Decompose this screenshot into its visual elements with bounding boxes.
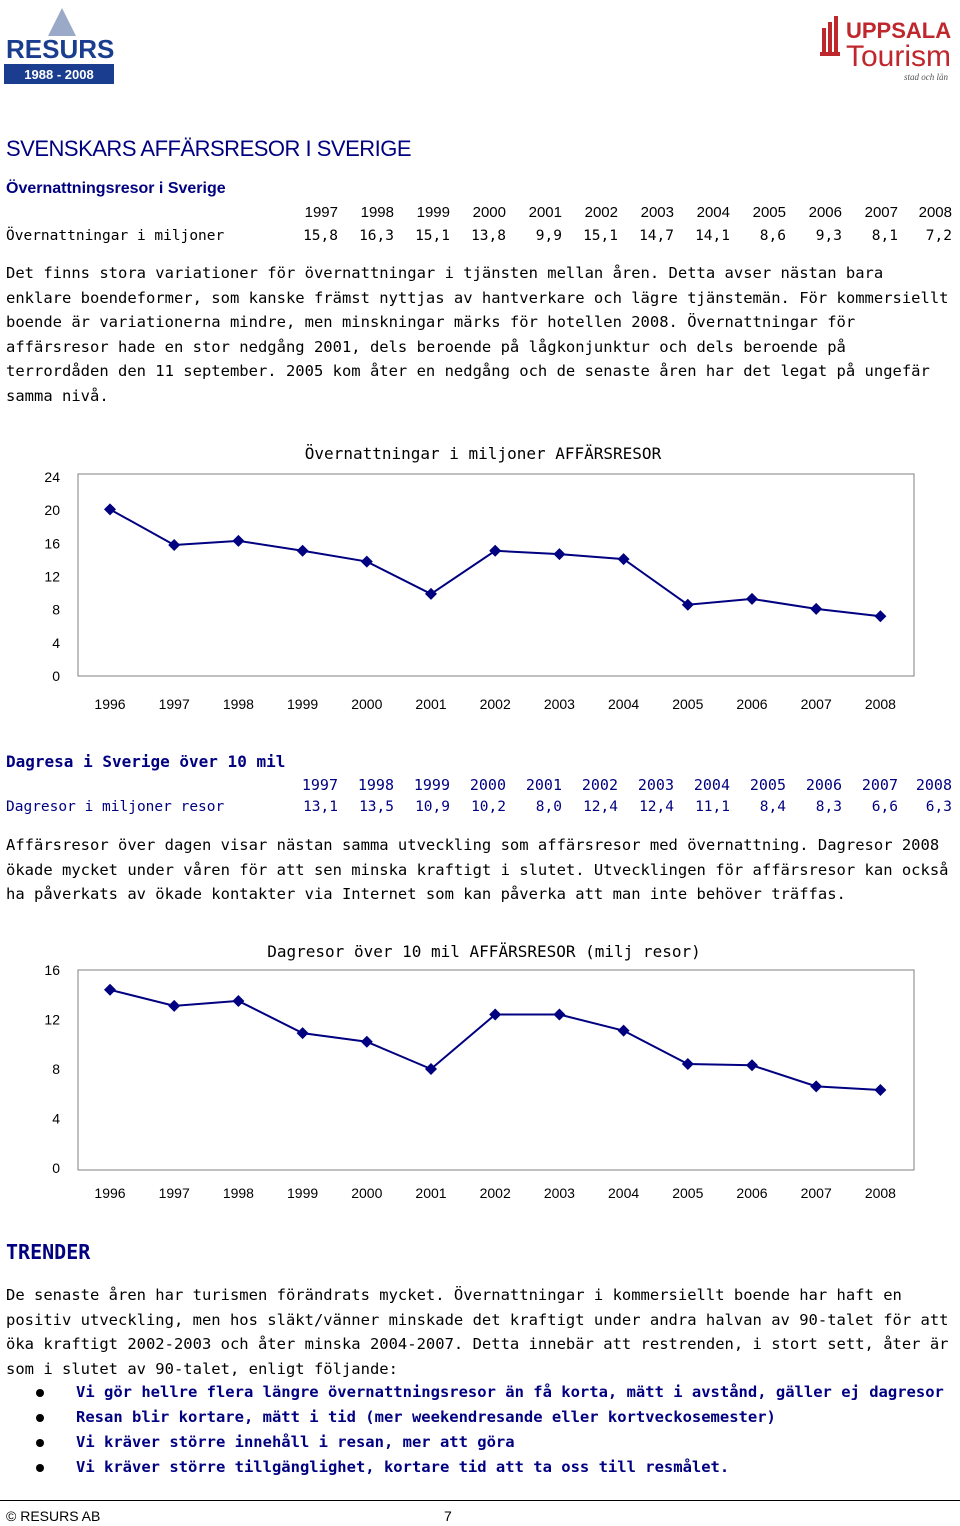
data-point-marker xyxy=(168,539,180,551)
data-point-marker xyxy=(618,1025,630,1037)
section-heading-overnight: Övernattningsresor i Sverige xyxy=(6,180,226,197)
year-cell: 2002 xyxy=(581,776,618,794)
data-point-marker xyxy=(553,1009,565,1021)
y-tick-label: 0 xyxy=(52,668,60,684)
year-cell: 2007 xyxy=(861,776,898,794)
value-cell: 14,7 xyxy=(639,228,674,244)
year-cell: 2008 xyxy=(915,776,952,794)
year-cell: 2005 xyxy=(752,204,786,221)
value-cell: 13,8 xyxy=(471,228,506,244)
section-heading-daytrip: Dagresa i Sverige över 10 mil xyxy=(6,752,286,771)
x-tick-label: 2000 xyxy=(351,1185,383,1201)
x-tick-label: 2001 xyxy=(415,696,447,712)
value-cell: 6,3 xyxy=(925,799,952,815)
resurs-logo-text: RESURS xyxy=(6,34,114,64)
x-tick-label: 2008 xyxy=(864,1185,896,1201)
uppsala-logo-line2: Tourism xyxy=(846,40,952,73)
y-tick-label: 4 xyxy=(52,634,60,651)
year-cell: 2001 xyxy=(525,776,562,794)
data-point-marker xyxy=(168,1000,180,1012)
data-point-marker xyxy=(810,1080,822,1092)
y-tick-label: 0 xyxy=(52,1160,60,1176)
value-cell: 13,1 xyxy=(303,799,338,815)
year-cell: 2004 xyxy=(693,776,730,794)
value-cell: 16,3 xyxy=(359,228,394,244)
y-tick-label: 8 xyxy=(52,1061,60,1077)
x-tick-label: 2005 xyxy=(672,1185,704,1201)
x-tick-label: 1996 xyxy=(94,1185,126,1201)
value-cell: 13,5 xyxy=(359,799,394,815)
value-cell: 8,4 xyxy=(759,799,786,815)
footer-copyright: © RESURS AB xyxy=(6,1508,101,1524)
daytrip-paragraph: Affärsresor över dagen visar nästan samma utveckling som affärsresor med övernattning. Dagresor 2008 ökade mycket under våren för att sen minska kraftigt i slutet. Utvecklingen för affärsresor kan också ha påverkats av ökade kontakter via Internet som kan påverka att man inte behöver träffas. xyxy=(6,836,949,903)
list-item: Vi kräver större tillgänglighet, kortare tid att ta oss till resmålet. xyxy=(36,1455,944,1480)
value-cell: 12,4 xyxy=(639,799,674,815)
chart-plot-area xyxy=(78,474,914,676)
year-cell: 1999 xyxy=(416,204,450,221)
resurs-logo-years: 1988 - 2008 xyxy=(24,67,94,82)
year-cell: 2007 xyxy=(864,204,898,221)
uppsala-tourism-logo xyxy=(818,10,952,84)
data-point-marker xyxy=(297,1027,309,1039)
value-cell: 15,8 xyxy=(303,228,338,244)
year-cell: 2002 xyxy=(584,204,618,221)
year-cell: 2003 xyxy=(637,776,674,794)
chart-overnight-business xyxy=(0,430,960,730)
x-tick-label: 1998 xyxy=(222,1185,254,1201)
y-tick-label: 24 xyxy=(44,469,60,485)
x-tick-label: 2006 xyxy=(736,696,768,712)
year-cell: 2008 xyxy=(918,204,952,221)
overnight-paragraph: Det finns stora variationer för övernattningar i tjänsten mellan åren. Detta avser nästan bara enklare boendeformer, som kanske främst nyttjas av hantverkare och lägre tjänstemän. För kommersiellt boende är variationerna mindre, men minskningar märks för hotellen 2008. Övernattningar för affärsresor hade en stor nedgång 2001, dels beroende på lågkonjunktur och dels beroende på terrordåden den 11 september. 2005 kom åter en nedgång och de senaste åren har det legat på ungefär samma nivå. xyxy=(6,264,949,405)
x-tick-label: 2008 xyxy=(864,696,896,712)
data-point-marker xyxy=(104,984,116,996)
page-title: SVENSKARS AFFÄRSRESOR I SVERIGE xyxy=(6,136,412,161)
x-tick-label: 2003 xyxy=(543,1185,575,1201)
value-cell: 8,3 xyxy=(815,799,842,815)
data-point-marker xyxy=(746,593,758,605)
data-point-marker xyxy=(553,548,565,560)
footer-divider xyxy=(0,1500,960,1501)
value-cell: 8,1 xyxy=(871,228,898,244)
year-cell: 2001 xyxy=(528,204,562,221)
value-cell: 7,2 xyxy=(925,228,952,244)
y-tick-label: 12 xyxy=(44,568,60,585)
x-tick-label: 2001 xyxy=(415,1185,447,1201)
x-tick-label: 1999 xyxy=(287,696,319,712)
series-line xyxy=(110,509,880,616)
chart-daytrip-business xyxy=(0,934,960,1214)
data-point-marker xyxy=(810,603,822,615)
trender-bullet-list xyxy=(36,1380,944,1480)
data-point-marker xyxy=(746,1059,758,1071)
x-tick-label: 2007 xyxy=(800,696,832,712)
x-tick-label: 2004 xyxy=(608,696,640,712)
data-point-marker xyxy=(232,995,244,1007)
y-tick-label: 8 xyxy=(52,601,60,618)
year-cell: 2000 xyxy=(469,776,506,794)
x-tick-label: 1998 xyxy=(222,696,254,712)
chart-plot-area xyxy=(78,970,914,1170)
y-tick-label: 16 xyxy=(44,535,60,552)
series-line xyxy=(110,990,880,1090)
resurs-logo-triangle xyxy=(48,8,76,36)
y-tick-label: 20 xyxy=(44,502,60,519)
y-tick-label: 4 xyxy=(52,1110,60,1127)
section-heading-trender: TRENDER xyxy=(6,1240,91,1264)
list-item: Vi gör hellre flera längre övernattningsresor än få korta, mätt i avstånd, gäller ej dagresor xyxy=(36,1380,944,1405)
value-cell: 10,2 xyxy=(471,799,506,815)
daytrip-values-row xyxy=(0,799,960,819)
row-label-overnight: Övernattningar i miljoner xyxy=(6,228,225,244)
year-cell: 1997 xyxy=(304,204,338,221)
x-tick-label: 2005 xyxy=(672,696,704,712)
value-cell: 15,1 xyxy=(415,228,450,244)
uppsala-logo-line1: UPPSALA xyxy=(846,18,952,43)
year-cell: 2000 xyxy=(472,204,506,221)
year-cell: 1997 xyxy=(301,776,338,794)
x-tick-label: 2003 xyxy=(543,696,575,712)
x-tick-label: 2004 xyxy=(608,1185,640,1201)
row-label-daytrip: Dagresor i miljoner resor xyxy=(6,799,225,815)
value-cell: 11,1 xyxy=(695,799,730,815)
data-point-marker xyxy=(361,1036,373,1048)
resurs-logo xyxy=(4,4,114,84)
footer-page-number: 7 xyxy=(444,1508,452,1524)
x-tick-label: 1996 xyxy=(94,696,126,712)
x-tick-label: 2002 xyxy=(479,696,511,712)
data-point-marker xyxy=(874,1084,886,1096)
year-cell: 2006 xyxy=(808,204,842,221)
chart-title: Övernattningar i miljoner AFFÄRSRESOR xyxy=(304,444,662,463)
data-point-marker xyxy=(361,556,373,568)
year-cell: 1998 xyxy=(357,776,394,794)
data-point-marker xyxy=(104,503,116,515)
years-header-row-1 xyxy=(0,204,960,224)
value-cell: 14,1 xyxy=(695,228,730,244)
y-tick-label: 16 xyxy=(44,962,60,978)
list-item: Resan blir kortare, mätt i tid (mer weekendresande eller kortveckosemester) xyxy=(36,1405,944,1430)
year-cell: 2003 xyxy=(640,204,674,221)
value-cell: 8,6 xyxy=(759,228,786,244)
data-point-marker xyxy=(297,545,309,557)
x-tick-label: 1997 xyxy=(158,696,190,712)
year-cell: 1999 xyxy=(413,776,450,794)
x-tick-label: 1997 xyxy=(158,1185,190,1201)
x-tick-label: 1999 xyxy=(287,1185,319,1201)
data-point-marker xyxy=(874,610,886,622)
year-cell: 2006 xyxy=(805,776,842,794)
list-item: Vi kräver större innehåll i resan, mer att göra xyxy=(36,1430,944,1455)
value-cell: 12,4 xyxy=(583,799,618,815)
x-tick-label: 2006 xyxy=(736,1185,768,1201)
data-point-marker xyxy=(682,1058,694,1070)
trender-paragraph: De senaste åren har turismen förändrats mycket. Övernattningar i kommersiellt boende har haft en positiv utveckling, men hos släkt/vänner minskade det kraftigt under andra halvan av 90-talet för att öka kraftigt 2002-2003 och åter minska 2004-2007. Detta innebär att restrenden, i stort sett, åter är som i slutet av 90-talet, enligt följande: xyxy=(6,1286,949,1378)
value-cell: 10,9 xyxy=(415,799,450,815)
years-header-row-2 xyxy=(0,776,960,796)
chart-title: Dagresor över 10 mil AFFÄRSRESOR (milj resor) xyxy=(267,942,701,961)
x-tick-label: 2007 xyxy=(800,1185,832,1201)
data-point-marker xyxy=(425,588,437,600)
data-point-marker xyxy=(489,545,501,557)
overnight-values-row xyxy=(0,228,960,248)
uppsala-logo-tag: stad och län xyxy=(904,72,948,82)
data-point-marker xyxy=(232,535,244,547)
value-cell: 9,9 xyxy=(535,228,562,244)
x-tick-label: 2002 xyxy=(479,1185,511,1201)
year-cell: 2005 xyxy=(749,776,786,794)
y-tick-label: 12 xyxy=(44,1011,60,1028)
year-cell: 1998 xyxy=(360,204,394,221)
value-cell: 9,3 xyxy=(815,228,842,244)
value-cell: 6,6 xyxy=(871,799,898,815)
year-cell: 2004 xyxy=(696,204,730,221)
value-cell: 15,1 xyxy=(583,228,618,244)
x-tick-label: 2000 xyxy=(351,696,383,712)
value-cell: 8,0 xyxy=(535,799,562,815)
